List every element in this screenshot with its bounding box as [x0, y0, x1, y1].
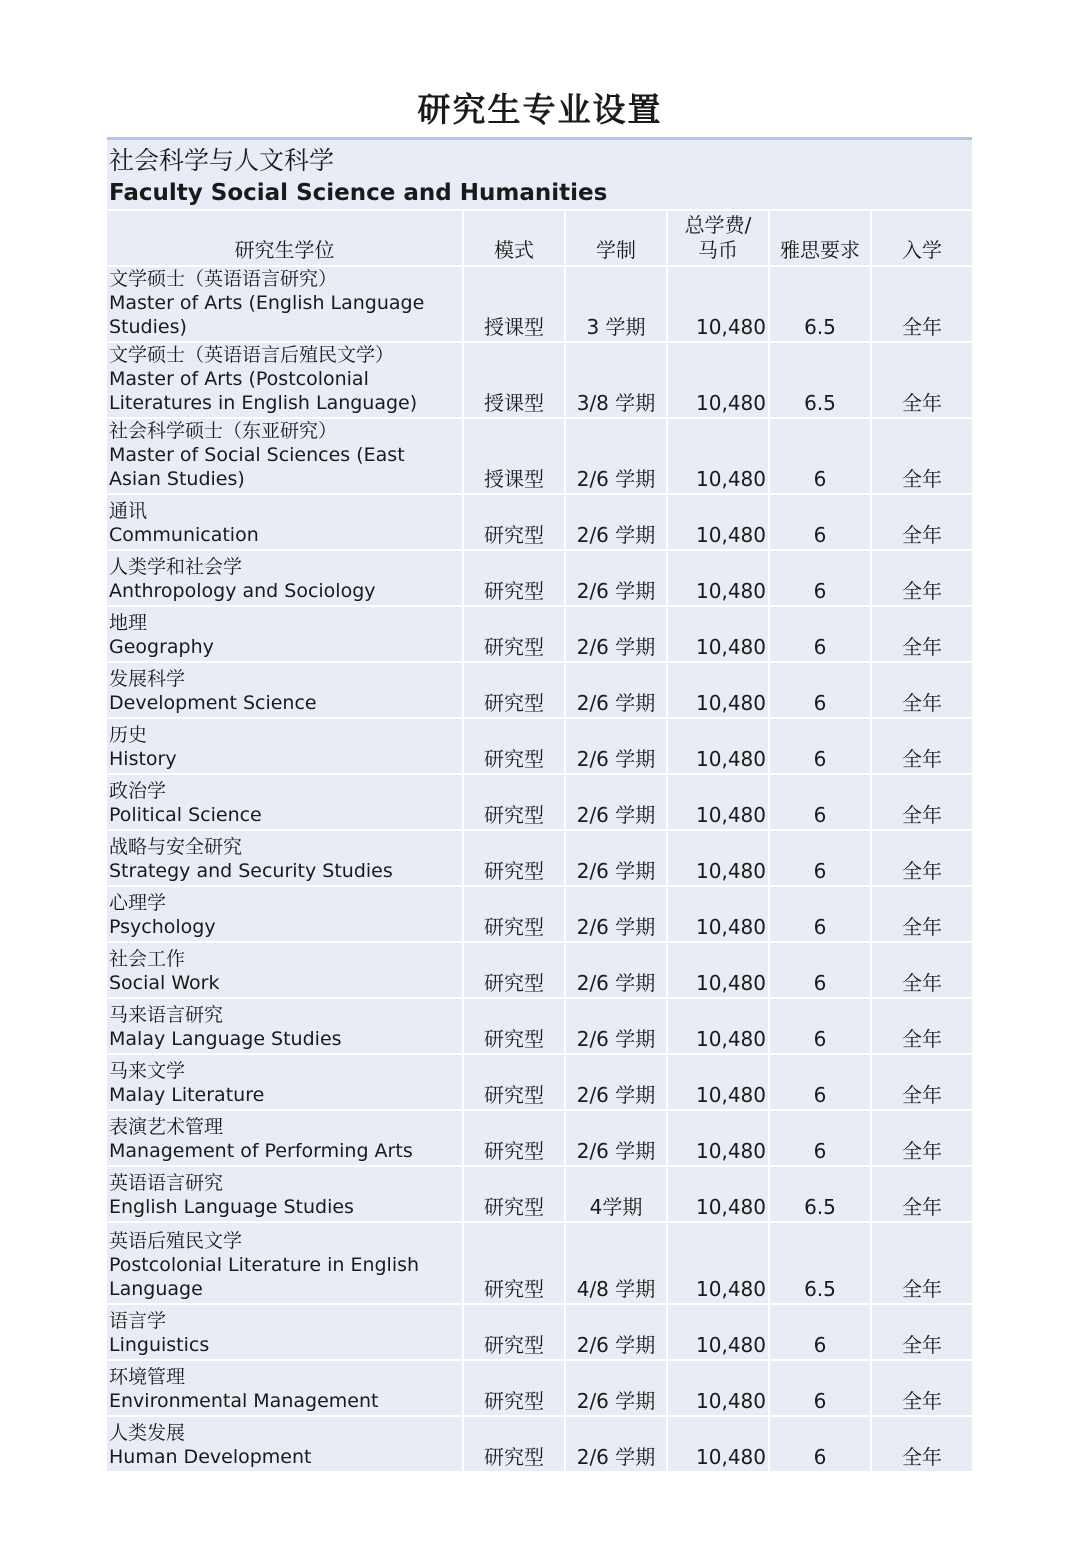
duration-cell: 2/6 学期	[565, 718, 667, 774]
header-fee-line1: 总学费/	[684, 213, 752, 237]
program-cell	[107, 942, 463, 998]
mode-cell: 研究型	[463, 1360, 565, 1416]
ielts-cell: 6	[769, 1416, 871, 1472]
mode-cell: 研究型	[463, 494, 565, 550]
ielts-cell: 6	[769, 550, 871, 606]
intake-cell: 全年	[871, 1054, 972, 1110]
intake-cell: 全年	[871, 1166, 972, 1222]
program-name-en: Environmental Management	[109, 1390, 379, 1412]
table-row	[107, 606, 972, 662]
fee-cell: 10,480	[667, 998, 769, 1054]
program-cell	[107, 662, 463, 718]
table-body	[107, 266, 972, 1472]
ielts-cell: 6	[769, 998, 871, 1054]
table-row	[107, 662, 972, 718]
program-name-zh: 政治学	[109, 780, 167, 802]
program-name-zh: 人类发展	[109, 1422, 186, 1444]
duration-cell: 2/6 学期	[565, 1360, 667, 1416]
faculty-name-zh: 社会科学与人文科学	[109, 146, 335, 175]
duration-cell: 2/6 学期	[565, 606, 667, 662]
program-name-en: Malay Language Studies	[109, 1028, 342, 1050]
fee-cell: 10,480	[667, 774, 769, 830]
duration-cell: 2/6 学期	[565, 1110, 667, 1166]
program-cell	[107, 830, 463, 886]
program-cell	[107, 1222, 463, 1304]
duration-cell: 2/6 学期	[565, 886, 667, 942]
ielts-cell: 6	[769, 942, 871, 998]
program-name-en: Social Work	[109, 972, 220, 994]
faculty-header	[107, 140, 972, 211]
intake-cell: 全年	[871, 266, 972, 342]
mode-cell: 授课型	[463, 266, 565, 342]
program-name-zh: 马来文学	[109, 1060, 186, 1082]
fee-cell: 10,480	[667, 886, 769, 942]
intake-cell: 全年	[871, 418, 972, 494]
intake-cell: 全年	[871, 942, 972, 998]
fee-cell: 10,480	[667, 550, 769, 606]
fee-cell: 10,480	[667, 1360, 769, 1416]
mode-cell: 研究型	[463, 1054, 565, 1110]
intake-cell: 全年	[871, 1222, 972, 1304]
program-cell	[107, 998, 463, 1054]
program-cell	[107, 774, 463, 830]
intake-cell: 全年	[871, 1416, 972, 1472]
program-name-en: Master of Social Sciences (East Asian Studies)	[109, 444, 405, 490]
table-row	[107, 1166, 972, 1222]
intake-cell: 全年	[871, 830, 972, 886]
intake-cell: 全年	[871, 718, 972, 774]
duration-cell: 3/8 学期	[565, 342, 667, 418]
intake-cell: 全年	[871, 998, 972, 1054]
mode-cell: 研究型	[463, 1110, 565, 1166]
program-name-en: Political Science	[109, 804, 262, 826]
intake-cell: 全年	[871, 886, 972, 942]
table-row	[107, 1304, 972, 1360]
ielts-cell: 6	[769, 494, 871, 550]
duration-cell: 4学期	[565, 1166, 667, 1222]
program-cell	[107, 266, 463, 342]
duration-cell: 2/6 学期	[565, 550, 667, 606]
mode-cell: 研究型	[463, 998, 565, 1054]
ielts-cell: 6	[769, 1054, 871, 1110]
mode-cell: 研究型	[463, 830, 565, 886]
mode-cell: 研究型	[463, 662, 565, 718]
mode-cell: 研究型	[463, 1304, 565, 1360]
program-table-container	[107, 137, 972, 1473]
fee-cell: 10,480	[667, 606, 769, 662]
ielts-cell: 6	[769, 662, 871, 718]
table-row	[107, 550, 972, 606]
table-row	[107, 494, 972, 550]
header-mode: 模式	[463, 211, 565, 266]
program-name-zh: 发展科学	[109, 668, 186, 690]
duration-cell: 2/6 学期	[565, 418, 667, 494]
ielts-cell: 6	[769, 1304, 871, 1360]
duration-cell: 2/6 学期	[565, 942, 667, 998]
ielts-cell: 6	[769, 830, 871, 886]
table-row	[107, 1110, 972, 1166]
table-row	[107, 774, 972, 830]
ielts-cell: 6	[769, 1360, 871, 1416]
program-name-zh: 心理学	[109, 892, 167, 914]
ielts-cell: 6	[769, 606, 871, 662]
duration-cell: 2/6 学期	[565, 1054, 667, 1110]
fee-cell: 10,480	[667, 1110, 769, 1166]
fee-cell: 10,480	[667, 662, 769, 718]
program-name-en: Postcolonial Literature in English Language	[109, 1254, 420, 1300]
program-cell	[107, 550, 463, 606]
mode-cell: 研究型	[463, 606, 565, 662]
fee-cell: 10,480	[667, 1054, 769, 1110]
program-cell	[107, 718, 463, 774]
faculty-name-en: Faculty Social Science and Humanities	[109, 180, 608, 206]
fee-cell: 10,480	[667, 1416, 769, 1472]
program-name-zh: 语言学	[109, 1310, 167, 1332]
fee-cell: 10,480	[667, 266, 769, 342]
table-row	[107, 886, 972, 942]
table-row	[107, 1360, 972, 1416]
mode-cell: 研究型	[463, 886, 565, 942]
intake-cell: 全年	[871, 494, 972, 550]
ielts-cell: 6.5	[769, 342, 871, 418]
mode-cell: 研究型	[463, 550, 565, 606]
table-row	[107, 418, 972, 494]
ielts-cell: 6.5	[769, 1166, 871, 1222]
fee-cell: 10,480	[667, 1166, 769, 1222]
duration-cell: 2/6 学期	[565, 494, 667, 550]
fee-cell: 10,480	[667, 1222, 769, 1304]
program-table	[107, 211, 972, 1473]
ielts-cell: 6	[769, 886, 871, 942]
program-name-en: Master of Arts (English Language Studies)	[109, 292, 425, 338]
program-cell	[107, 1416, 463, 1472]
program-cell	[107, 342, 463, 418]
intake-cell: 全年	[871, 550, 972, 606]
intake-cell: 全年	[871, 774, 972, 830]
program-name-en: Master of Arts (Postcolonial Literatures in English Language)	[109, 368, 418, 414]
table-row	[107, 1054, 972, 1110]
mode-cell: 研究型	[463, 718, 565, 774]
duration-cell: 2/6 学期	[565, 830, 667, 886]
header-program: 研究生学位	[107, 211, 463, 266]
table-row	[107, 998, 972, 1054]
header-intake: 入学	[871, 211, 972, 266]
program-name-en: Strategy and Security Studies	[109, 860, 393, 882]
program-name-zh: 英语语言研究	[109, 1172, 224, 1194]
duration-cell: 4/8 学期	[565, 1222, 667, 1304]
program-name-en: Geography	[109, 636, 214, 658]
intake-cell: 全年	[871, 1110, 972, 1166]
fee-cell: 10,480	[667, 718, 769, 774]
header-fee	[667, 211, 769, 266]
table-row	[107, 830, 972, 886]
program-cell	[107, 494, 463, 550]
program-name-zh: 文学硕士（英语语言后殖民文学）	[109, 344, 395, 366]
intake-cell: 全年	[871, 1304, 972, 1360]
table-row	[107, 1222, 972, 1304]
duration-cell: 3 学期	[565, 266, 667, 342]
program-cell	[107, 1110, 463, 1166]
program-name-zh: 文学硕士（英语语言研究）	[109, 268, 338, 290]
program-name-zh: 马来语言研究	[109, 1004, 224, 1026]
program-name-en: Linguistics	[109, 1334, 210, 1356]
header-ielts: 雅思要求	[769, 211, 871, 266]
program-name-zh: 环境管理	[109, 1366, 186, 1388]
header-duration: 学制	[565, 211, 667, 266]
program-name-zh: 战略与安全研究	[109, 836, 243, 858]
duration-cell: 2/6 学期	[565, 1416, 667, 1472]
ielts-cell: 6	[769, 774, 871, 830]
program-cell	[107, 1360, 463, 1416]
fee-cell: 10,480	[667, 342, 769, 418]
ielts-cell: 6.5	[769, 266, 871, 342]
mode-cell: 研究型	[463, 1166, 565, 1222]
program-name-zh: 人类学和社会学	[109, 556, 243, 578]
intake-cell: 全年	[871, 1360, 972, 1416]
program-name-en: Anthropology and Sociology	[109, 580, 376, 602]
table-row	[107, 1416, 972, 1472]
fee-cell: 10,480	[667, 418, 769, 494]
ielts-cell: 6	[769, 718, 871, 774]
fee-cell: 10,480	[667, 1304, 769, 1360]
page-title: 研究生专业设置	[417, 90, 663, 129]
program-cell	[107, 606, 463, 662]
program-name-en: Management of Performing Arts	[109, 1140, 413, 1162]
duration-cell: 2/6 学期	[565, 998, 667, 1054]
duration-cell: 2/6 学期	[565, 774, 667, 830]
fee-cell: 10,480	[667, 830, 769, 886]
table-row	[107, 266, 972, 342]
table-header-row	[107, 211, 972, 266]
mode-cell: 研究型	[463, 1416, 565, 1472]
fee-cell: 10,480	[667, 494, 769, 550]
program-name-zh: 社会科学硕士（东亚研究）	[109, 420, 338, 442]
header-fee-line2: 马币	[698, 238, 738, 262]
mode-cell: 研究型	[463, 1222, 565, 1304]
program-name-zh: 历史	[109, 724, 148, 746]
intake-cell: 全年	[871, 662, 972, 718]
fee-cell: 10,480	[667, 942, 769, 998]
program-cell	[107, 886, 463, 942]
program-name-en: Development Science	[109, 692, 317, 714]
ielts-cell: 6.5	[769, 1222, 871, 1304]
mode-cell: 研究型	[463, 774, 565, 830]
intake-cell: 全年	[871, 606, 972, 662]
program-name-en: Malay Literature	[109, 1084, 265, 1106]
program-name-zh: 表演艺术管理	[109, 1116, 224, 1138]
program-name-zh: 通讯	[109, 500, 148, 522]
program-name-zh: 社会工作	[109, 948, 186, 970]
program-name-zh: 地理	[109, 612, 148, 634]
program-cell	[107, 1166, 463, 1222]
ielts-cell: 6	[769, 418, 871, 494]
duration-cell: 2/6 学期	[565, 662, 667, 718]
mode-cell: 授课型	[463, 418, 565, 494]
program-name-en: History	[109, 748, 177, 770]
mode-cell: 授课型	[463, 342, 565, 418]
program-cell	[107, 1054, 463, 1110]
program-name-en: Human Development	[109, 1446, 312, 1468]
program-name-en: English Language Studies	[109, 1196, 354, 1218]
mode-cell: 研究型	[463, 942, 565, 998]
program-name-en: Psychology	[109, 916, 216, 938]
table-row	[107, 718, 972, 774]
program-name-en: Communication	[109, 524, 259, 546]
table-row	[107, 342, 972, 418]
ielts-cell: 6	[769, 1110, 871, 1166]
intake-cell: 全年	[871, 342, 972, 418]
program-cell	[107, 418, 463, 494]
duration-cell: 2/6 学期	[565, 1304, 667, 1360]
table-row	[107, 942, 972, 998]
program-name-zh: 英语后殖民文学	[109, 1230, 243, 1252]
program-cell	[107, 1304, 463, 1360]
